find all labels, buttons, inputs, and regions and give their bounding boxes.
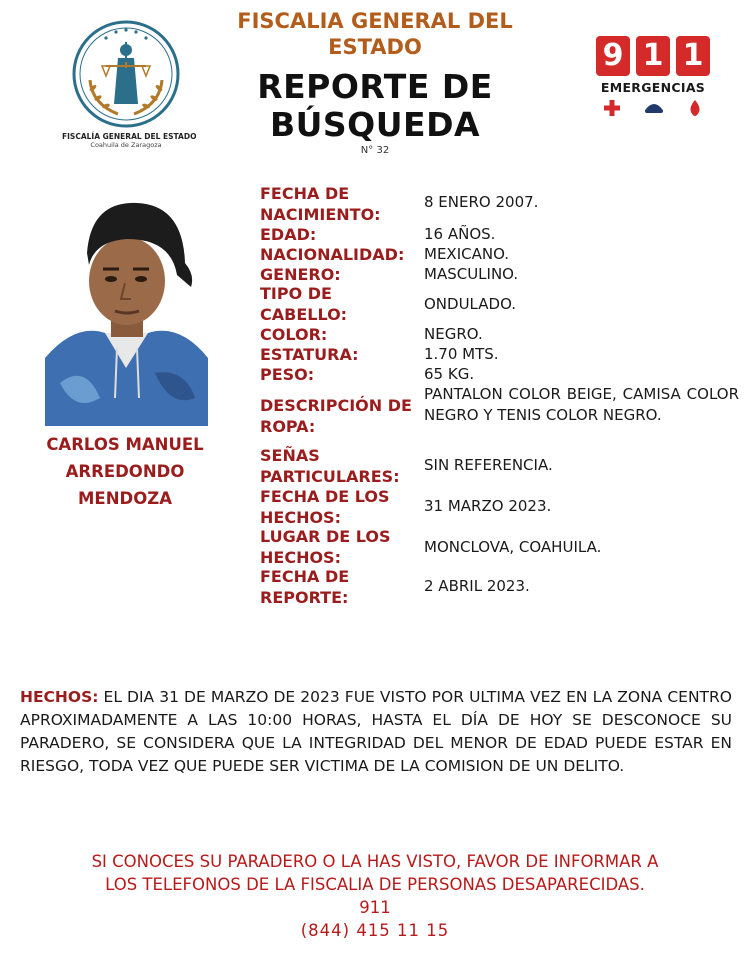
footer-line-1: SI CONOCES SU PARADERO O LA HAS VISTO, FAVOR DE INFORMAR A bbox=[91, 852, 659, 871]
report-header bbox=[200, 8, 550, 156]
value-height: 1.70 MTS. bbox=[424, 345, 499, 363]
label-height: ESTATURA: bbox=[260, 345, 359, 364]
agency-name: FISCALIA GENERAL DEL ESTADO bbox=[237, 9, 513, 59]
person-name-line-2: ARREDONDO bbox=[65, 462, 185, 481]
person-portrait-icon bbox=[45, 183, 208, 426]
label-nationality: NACIONALIDAD: bbox=[260, 245, 405, 264]
value-event-place: MONCLOVA, COAHUILA. bbox=[424, 538, 602, 556]
digit-1-second: 1 bbox=[676, 36, 710, 76]
digit-9: 9 bbox=[596, 36, 630, 76]
value-event-date: 31 MARZO 2023. bbox=[424, 497, 552, 515]
digit-1: 1 bbox=[636, 36, 670, 76]
footer-emergency-number: 911 bbox=[359, 898, 391, 917]
label-event-place: LUGAR DE LOS HECHOS: bbox=[260, 527, 391, 567]
red-cross-icon bbox=[603, 99, 621, 117]
value-report-date: 2 ABRIL 2023. bbox=[424, 577, 530, 595]
label-age: EDAD: bbox=[260, 225, 317, 244]
label-birth-date: FECHA DE NACIMIENTO: bbox=[260, 184, 381, 224]
fire-icon bbox=[687, 99, 703, 117]
label-color: COLOR: bbox=[260, 325, 328, 344]
value-birth-date: 8 ENERO 2007. bbox=[424, 193, 539, 211]
logo-caption: FISCALÍA GENERAL DEL ESTADO bbox=[62, 132, 197, 141]
label-weight: PESO: bbox=[260, 365, 315, 384]
contact-footer bbox=[10, 850, 740, 942]
footer-line-2: LOS TELEFONOS DE LA FISCALIA DE PERSONAS DESAPARECIDAS. bbox=[105, 875, 645, 894]
report-number: N° 32 bbox=[360, 145, 390, 156]
label-distinguishing-marks: SEÑAS PARTICULARES: bbox=[260, 446, 400, 486]
label-report-date: FECHA DE REPORTE: bbox=[260, 567, 350, 607]
missing-person-photo bbox=[45, 183, 208, 426]
value-hair-type: ONDULADO. bbox=[424, 295, 517, 313]
value-weight: 65 KG. bbox=[424, 365, 475, 383]
agency-logo bbox=[62, 18, 197, 149]
police-cap-icon bbox=[643, 99, 665, 117]
incident-description bbox=[20, 686, 732, 778]
value-distinguishing-marks: SIN REFERENCIA. bbox=[424, 456, 553, 474]
emergency-label: EMERGENCIAS bbox=[600, 80, 706, 95]
value-gender: MASCULINO. bbox=[424, 265, 519, 283]
logo-subcaption: Coahuila de Zaragoza bbox=[90, 141, 162, 149]
person-name-line-1: CARLOS MANUEL bbox=[46, 435, 204, 454]
emergency-911-logo bbox=[592, 36, 714, 117]
label-event-date: FECHA DE LOS HECHOS: bbox=[260, 487, 390, 527]
report-title: REPORTE DE BÚSQUEDA bbox=[257, 67, 493, 144]
label-clothing: DESCRIPCIÓN DE ROPA: bbox=[260, 396, 412, 436]
label-gender: GENERO: bbox=[260, 265, 341, 284]
justice-seal-icon bbox=[62, 18, 190, 130]
person-name-line-3: MENDOZA bbox=[78, 489, 172, 508]
value-nationality: MEXICANO. bbox=[424, 245, 510, 263]
footer-phone: (844) 415 11 15 bbox=[300, 921, 450, 940]
value-clothing: PANTALON COLOR BEIGE, CAMISA COLOR NEGRO Y TENIS COLOR NEGRO. bbox=[424, 385, 739, 424]
value-color: NEGRO. bbox=[424, 325, 483, 343]
incident-label: HECHOS: bbox=[20, 688, 99, 706]
label-hair-type: TIPO DE CABELLO: bbox=[260, 284, 348, 324]
value-age: 16 AÑOS. bbox=[424, 225, 496, 243]
incident-text: EL DIA 31 DE MARZO DE 2023 FUE VISTO POR ULTIMA VEZ EN LA ZONA CENTRO APROXIMADAMENTE A LAS 10:00 HORAS, HASTA EL DÍA DE HOY SE DESCONOCE SU PARADERO, SE CONSIDERA QUE LA INTEGRIDAD DEL MENOR DE EDAD PUEDE ESTAR EN RIESGO, TODA VEZ QUE PUEDE SER VICTIMA DE LA COMISION DE UN DELITO. bbox=[20, 688, 732, 775]
